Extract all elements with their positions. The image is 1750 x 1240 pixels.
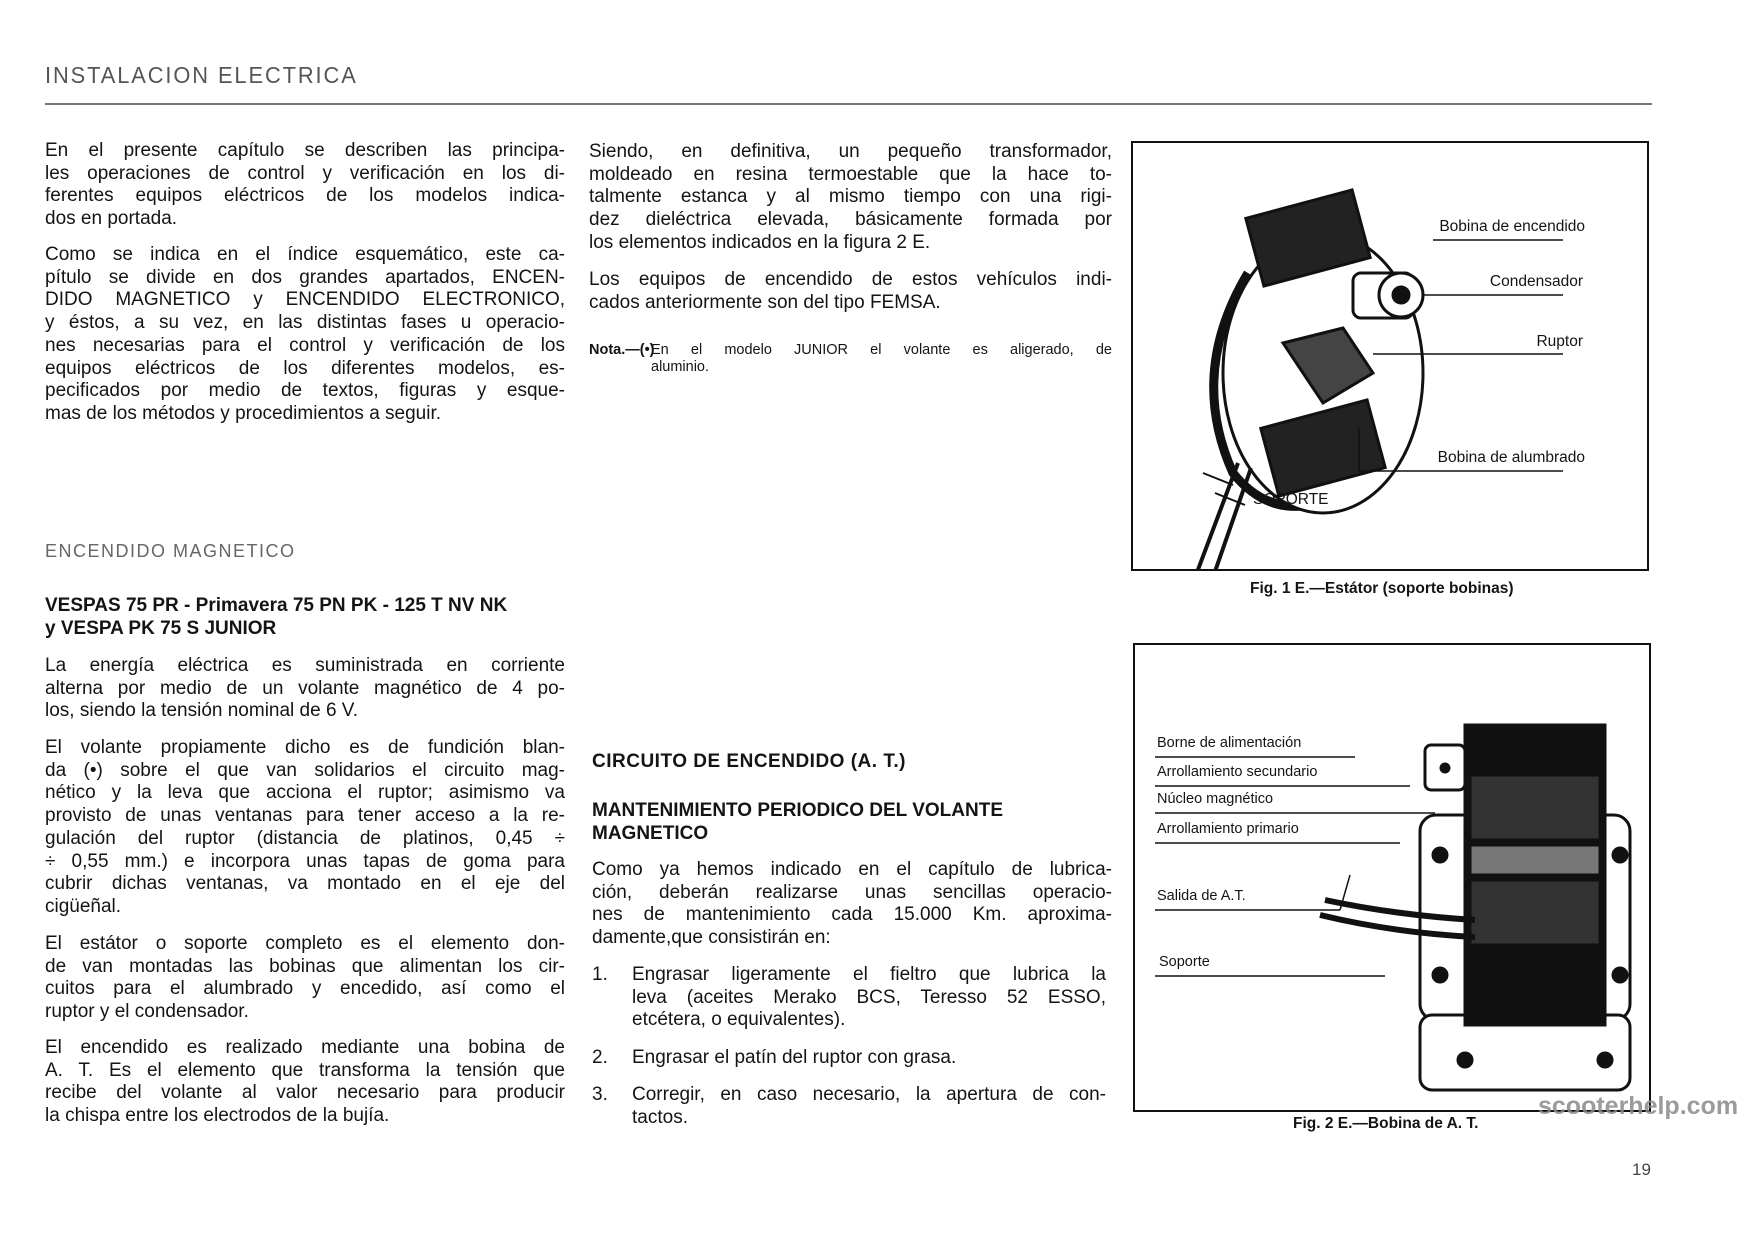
text-line: VESPAS 75 PR - Primavera 75 PN PK - 125 T NV NK: [45, 595, 508, 616]
text-line: El estátor o soporte completo es el elemento don-: [45, 933, 565, 954]
text-line: nes de mantenimiento cada 15.000 Km. aproxima-: [592, 904, 1112, 926]
middle-paragraph-1: [589, 141, 1112, 255]
left-paragraph-5: [45, 933, 565, 1024]
left-paragraph-2: [45, 244, 565, 426]
text-line: los, siendo la tensión nominal de 6 V.: [45, 700, 359, 722]
text-line: MANTENIMIENTO PERIODICO DEL VOLANTE: [592, 800, 1003, 821]
text-line: y VESPA PK 75 S JUNIOR: [45, 617, 277, 639]
text-line: talmente estanca y al mismo tiempo con una rigi-: [589, 186, 1112, 208]
text-line: equipos eléctricos de los diferentes modelos, es-: [45, 357, 565, 379]
model-heading: [45, 595, 565, 640]
left-paragraph-4: [45, 737, 565, 919]
label-secondary-winding: Arrollamiento secundario: [1157, 764, 1318, 780]
text-line: cados anteriormente son del tipo FEMSA.: [589, 291, 941, 313]
left-paragraph-3: [45, 655, 565, 723]
text-line: ÷ 0,55 mm.) e incorpora unas tapas de goma para: [45, 850, 565, 872]
text-line: MAGNETICO: [592, 822, 709, 844]
text-line: los elementos indicados en la figura 2 E.: [589, 231, 931, 253]
text-line: La energía eléctrica es suministrada en corriente: [45, 655, 565, 676]
text-line: Corregir, en caso necesario, la apertura de con-: [632, 1084, 1106, 1105]
text-line: DIDO MAGNETICO y ENCENDIDO ELECTRONICO,: [45, 289, 565, 311]
figure-2-coil: [1133, 643, 1651, 1112]
text-line: Como ya hemos indicado en el capítulo de lubrica-: [592, 859, 1112, 880]
text-line: dez dieléctrica elevada, básicamente formada por: [589, 209, 1112, 231]
text-line: gulación del ruptor (distancia de platinos, 0,45 ÷: [45, 827, 565, 849]
text-line: damente,que consistirán en:: [592, 927, 831, 949]
text-line: nes necesarias para el control y verificación de los: [45, 334, 565, 356]
text-line: etcétera, o equivalentes).: [632, 1009, 846, 1031]
text-line: cuitos para el alumbrado y encedido, así como el: [45, 978, 565, 1000]
ht-coil-illustration: [1135, 645, 1649, 1110]
watermark: scooterhelp.com: [1538, 1092, 1739, 1120]
list-text: [632, 1047, 1106, 1070]
label-primary-winding: Arrollamiento primario: [1157, 821, 1299, 837]
label-ignition-coil: Bobina de encendido: [1439, 218, 1585, 235]
text-line: tactos.: [632, 1106, 688, 1128]
figure-1-caption: Fig. 1 E.—Estátor (soporte bobinas): [1250, 580, 1514, 597]
text-line: En el presente capítulo se describen las principa-: [45, 140, 565, 161]
text-line: Engrasar ligeramente el fieltro que lubrica la: [632, 964, 1106, 985]
text-line: leva (aceites Merako BCS, Teresso 52 ESSO,: [632, 986, 1106, 1008]
label-magnetic-core: Núcleo magnético: [1157, 791, 1274, 807]
label-ht-output: Salida de A.T.: [1157, 888, 1246, 904]
label-support: Soporte: [1159, 954, 1210, 970]
text-line: ruptor y el condensador.: [45, 1001, 249, 1023]
list-text: [632, 964, 1106, 1032]
section-title: ENCENDIDO MAGNETICO: [45, 541, 296, 561]
figure-1-stator: [1131, 141, 1649, 571]
text-line: pítulo se divide en dos grandes apartados, ENCEN-: [45, 266, 565, 288]
text-line: ción, deberán realizarse unas sencillas operacio-: [592, 881, 1112, 903]
text-line: El encendido es realizado mediante una bobina de: [45, 1037, 565, 1058]
list-number: 3.: [592, 1084, 608, 1105]
left-paragraph-1: [45, 140, 565, 231]
middle-paragraph-2: [589, 269, 1112, 314]
text-line: y éstos, a su vez, en las distintas fases u operacio-: [45, 312, 565, 334]
middle-paragraph-3: [592, 859, 1112, 950]
text-line: recibe del volante al valor necesario para producir: [45, 1082, 565, 1104]
circuit-heading: CIRCUITO DE ENCENDIDO (A. T.): [592, 751, 906, 772]
header-rule: [45, 103, 1652, 105]
text-line: da (•) sobre el que van solidarios el circuito mag-: [45, 759, 565, 781]
list-number: 2.: [592, 1047, 608, 1068]
text-line: la chispa entre los electrodos de la bujía.: [45, 1105, 390, 1127]
text-line: de van montadas las bobinas que alimentan los cir-: [45, 955, 565, 977]
list-number: 1.: [592, 964, 608, 985]
left-paragraph-6: [45, 1037, 565, 1128]
text-line: Engrasar el patín del ruptor con grasa.: [632, 1047, 957, 1068]
figure-2-caption: Fig. 2 E.—Bobina de A. T.: [1293, 1115, 1479, 1132]
text-line: A. T. Es el elemento que transforma la tensión que: [45, 1059, 565, 1081]
text-line: En el modelo JUNIOR el volante es aligerado, de: [651, 342, 1112, 358]
text-line: cubrir dichas ventanas, va montado en el eje del: [45, 873, 565, 895]
label-lighting-coil: Bobina de alumbrado: [1437, 449, 1585, 466]
text-line: Los equipos de encendido de estos vehículos indi-: [589, 269, 1112, 290]
text-line: les operaciones de control y verificación en los di-: [45, 162, 565, 184]
text-line: provisto de unas ventanas para tener acceso a la re-: [45, 805, 565, 827]
text-line: ferentes equipos eléctricos de los modelos indica-: [45, 185, 565, 207]
page-header-title: INSTALACION ELECTRICA: [45, 62, 358, 88]
text-line: cigüeñal.: [45, 895, 122, 917]
text-line: dos en portada.: [45, 208, 178, 230]
text-line: aluminio.: [651, 359, 710, 375]
label-breaker: Ruptor: [1536, 333, 1583, 350]
note-label: Nota.—(•): [589, 342, 655, 358]
text-line: Como se indica en el índice esquemático, este ca-: [45, 244, 565, 265]
text-line: alterna por medio de un volante magnético de 4 po-: [45, 677, 565, 699]
list-text: [632, 1084, 1106, 1129]
text-line: mas de los métodos y procedimientos a seguir.: [45, 402, 442, 424]
text-line: El volante propiamente dicho es de fundición blan-: [45, 737, 565, 758]
page-number: 19: [1632, 1160, 1651, 1179]
stator-illustration: [1133, 143, 1647, 569]
text-line: pecificados por medio de textos, figuras y esque-: [45, 380, 565, 402]
label-condenser: Condensador: [1489, 273, 1583, 290]
label-supply-terminal: Borne de alimentación: [1157, 735, 1302, 751]
label-support: SOPORTE: [1253, 491, 1329, 508]
text-line: moldeado en resina termoestable que la hace to-: [589, 163, 1112, 185]
text-line: nético y la leva que acciona el ruptor; asimismo va: [45, 782, 565, 804]
note-text: [651, 342, 1112, 376]
maintenance-heading: [592, 800, 1115, 845]
text-line: Siendo, en definitiva, un pequeño transformador,: [589, 141, 1112, 162]
